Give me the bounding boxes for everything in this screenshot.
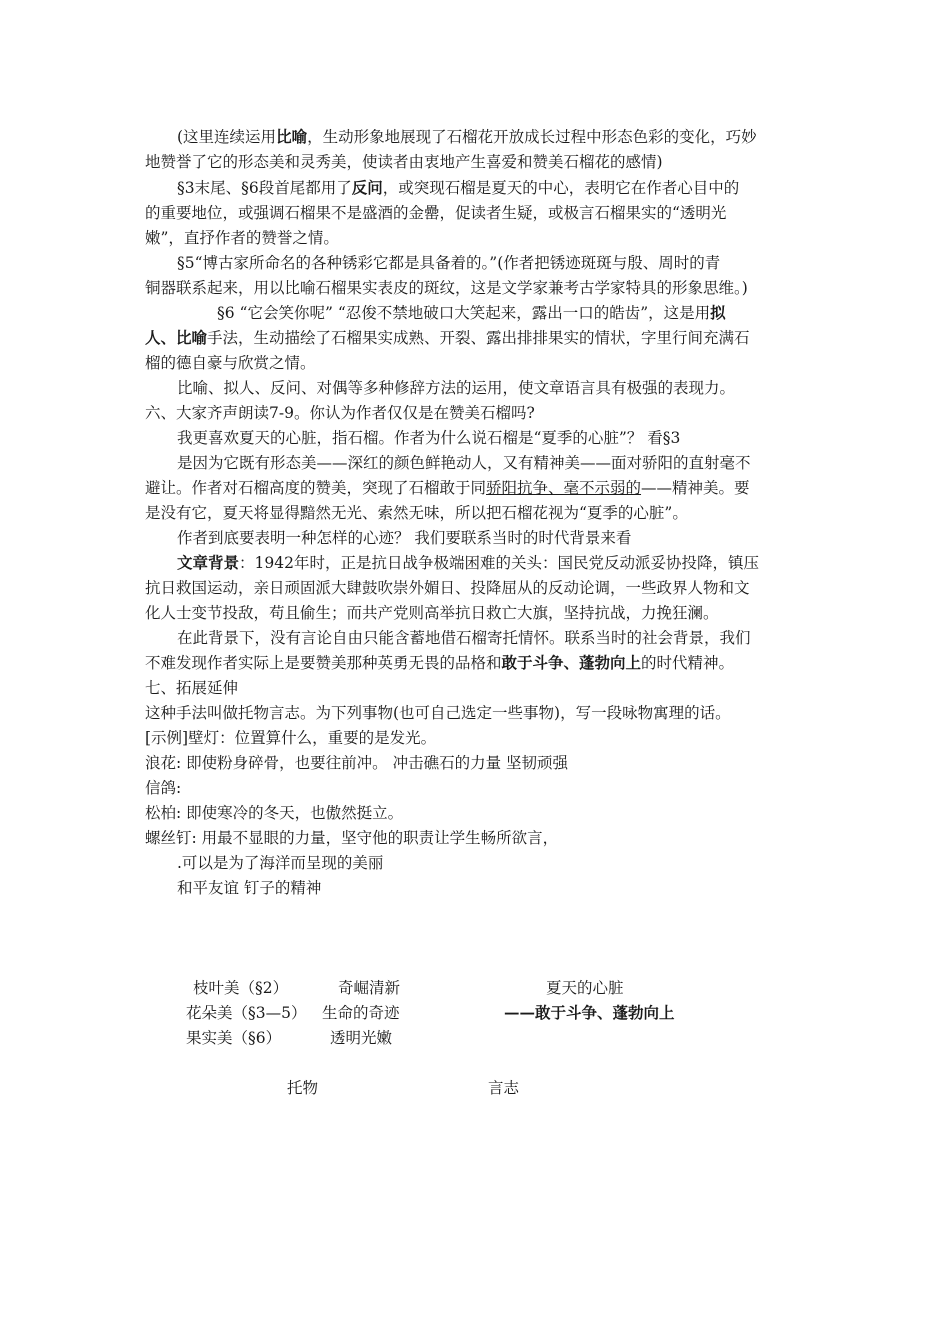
paragraph-line: 是因为它既有形态美——深红的颜色鲜艳动人，又有精神美——面对骄阳的直射毫不 — [177, 454, 751, 472]
paragraph-line: 是没有它，夏天将显得黯然无光、索然无味，所以把石榴花视为“夏季的心脏”。 — [145, 504, 688, 522]
paragraph-line: 比喻、拟人、反问、对偶等多种修辞方法的运用，使文章语言具有极强的表现力。 — [177, 379, 736, 397]
summary-item: 果实美（§6） — [186, 1029, 282, 1047]
summary-item: 枝叶美（§2） — [193, 979, 289, 997]
summary-item: 奇崛清新 — [338, 979, 401, 997]
paragraph-line: (这里连续运用比喻，生动形象地展现了石榴花开放成长过程中形态色彩的变化，巧妙 — [177, 127, 757, 146]
paragraph-line: 不难发现作者实际上是要赞美那种英勇无畏的品格和敢于斗争、蓬勃向上的时代精神。 — [145, 653, 735, 672]
section-heading: 六、大家齐声朗读7-9。你认为作者仅仅是在赞美石榴吗? — [145, 404, 535, 422]
paragraph-line: 在此背景下，没有言论自由只能含蓄地借石榴寄托情怀。联系当时的社会背景，我们 — [177, 629, 751, 647]
summary-label: 托物 — [287, 1079, 319, 1097]
paragraph-line: 信鸽: — [145, 779, 182, 797]
paragraph-line: 化人士变节投敌，苟且偷生；而共产党则高举抗日救亡大旗，坚持抗战，力挽狂澜。 — [145, 604, 719, 622]
paragraph-line: 抗日救国运动，亲日顽固派大肆鼓吹崇外媚日、投降屈从的反动论调，一些政界人物和文 — [145, 579, 750, 597]
paragraph-line: .可以是为了海洋而呈现的美丽 — [177, 854, 384, 872]
paragraph-line: 的重要地位，或强调石榴果不是盛酒的金罍，促读者生疑，或极言石榴果实的“透明光 — [145, 204, 727, 222]
paragraph-line: 作者到底要表明一种怎样的心迹？ 我们要联系当时的时代背景来看 — [177, 529, 632, 547]
section-heading: 七、拓展延伸 — [145, 679, 239, 697]
paragraph-line: 嫩”，直抒作者的赞誉之情。 — [145, 229, 339, 247]
paragraph-line: 我更喜欢夏天的心脏，指石榴。作者为什么说石榴是“夏季的心脏”？ 看§3 — [177, 429, 681, 447]
paragraph-line: 这种手法叫做托物言志。为下列事物(也可自己选定一些事物)，写一段咏物寓理的话。 — [145, 704, 731, 722]
paragraph-line: [示例]壁灯：位置算什么，重要的是发光。 — [145, 729, 437, 747]
paragraph-line: §5“博古家所命名的各种锈彩它都是具备着的。”(作者把锈迹斑斑与殷、周时的青 — [177, 254, 721, 272]
summary-item: 花朵美（§3—5） — [186, 1004, 307, 1022]
paragraph-line: 人、比喻手法，生动描绘了石榴果实成熟、开裂、露出排排果实的情状，字里行间充满石 — [145, 328, 750, 347]
summary-label: 言志 — [488, 1079, 520, 1097]
paragraph-line: 和平友谊 钉子的精神 — [177, 879, 322, 897]
paragraph-line: 避让。作者对石榴高度的赞美，突现了石榴敢于同骄阳抗争、毫不示弱的——精神美。要 — [145, 479, 750, 497]
paragraph-line: 螺丝钉: 用最不显眼的力量，坚守他的职责让学生畅所欲言， — [145, 829, 559, 847]
paragraph-line: 浪花: 即使粉身碎骨，也要往前冲。 冲击礁石的力量 坚韧顽强 — [145, 754, 569, 772]
paragraph-line: 松柏: 即使寒冷的冬天，也傲然挺立。 — [145, 804, 404, 822]
paragraph-line: §3末尾、§6段首尾都用了反问，或突现石榴是夏天的中心，表明它在作者心目中的 — [177, 178, 740, 197]
summary-theme: ——敢于斗争、蓬勃向上 — [504, 1003, 675, 1022]
paragraph-line: 铜器联系起来，用以比喻石榴果实表皮的斑纹，这是文学家兼考古学家特具的形象思维。) — [145, 279, 748, 297]
paragraph-line: 文章背景：1942年时，正是抗日战争极端困难的关头：国民党反动派妥协投降，镇压 — [177, 553, 759, 572]
paragraph-line: §6 “它会笑你呢” “忍俊不禁地破口大笑起来，露出一口的皓齿”，这是用拟 — [217, 303, 726, 322]
paragraph-line: 榴的德自豪与欣赏之情。 — [145, 354, 316, 372]
summary-item: 透明光嫩 — [330, 1029, 393, 1047]
summary-item: 夏天的心脏 — [546, 979, 624, 997]
summary-item: 生命的奇迹 — [322, 1004, 400, 1022]
paragraph-line: 地赞誉了它的形态美和灵秀美，使读者由衷地产生喜爱和赞美石榴花的感情) — [145, 153, 663, 171]
